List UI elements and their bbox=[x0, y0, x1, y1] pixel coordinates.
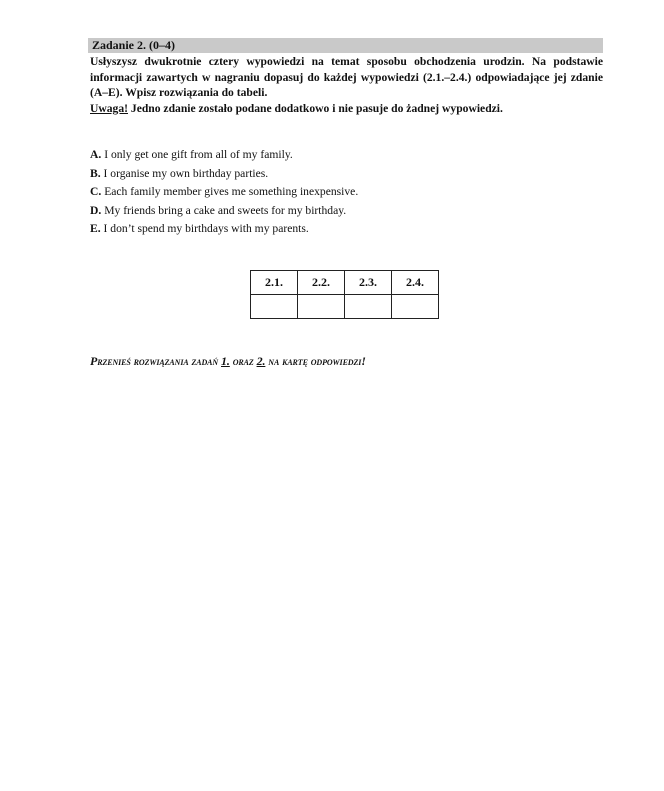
answer-header-2-3: 2.3. bbox=[345, 271, 392, 295]
option-e bbox=[90, 220, 590, 239]
transfer-note-part3: na kartę odpowiedzi! bbox=[265, 354, 366, 368]
warning-text: Jedno zdanie zostało podane dodatkowo i nie pasuje do żadnej wypowiedzi. bbox=[128, 101, 503, 115]
option-b bbox=[90, 165, 590, 184]
answer-cell-2-2[interactable] bbox=[298, 295, 345, 319]
option-text: I only get one gift from all of my family. bbox=[104, 148, 293, 161]
option-letter: C. bbox=[90, 185, 102, 198]
option-text: I organise my own birthday parties. bbox=[103, 166, 269, 180]
task-instructions bbox=[90, 54, 603, 116]
instructions-text: Usłyszysz dwukrotnie cztery wypowiedzi na temat sposobu obchodzenia urodzin. Na podstawie informacji zawartych w nagraniu dopasuj do każdej wypowiedzi (2.1.–2.4.) odpowiadające jej zdanie (A–E). Wpisz rozwiązania do tabeli. bbox=[90, 55, 603, 99]
option-text: Each family member gives me something inexpensive. bbox=[104, 185, 359, 198]
option-letter: E. bbox=[90, 222, 101, 235]
options-list bbox=[90, 146, 590, 239]
answer-cell-2-4[interactable] bbox=[392, 295, 439, 319]
answer-header-2-1: 2.1. bbox=[251, 271, 298, 295]
answer-header-2-2: 2.2. bbox=[298, 271, 345, 295]
transfer-note-part1: Przenieś rozwiązania zadań bbox=[90, 354, 221, 368]
transfer-note-task1: 1. bbox=[221, 354, 230, 368]
option-letter: A. bbox=[90, 148, 102, 161]
option-c bbox=[90, 183, 590, 202]
option-a bbox=[90, 146, 590, 165]
answer-table-header-row bbox=[251, 271, 439, 295]
option-letter: D. bbox=[90, 203, 102, 217]
option-text: I don’t spend my birthdays with my parents. bbox=[103, 222, 309, 235]
transfer-note bbox=[90, 354, 366, 369]
warning-label: Uwaga! bbox=[90, 101, 128, 115]
answer-header-2-4: 2.4. bbox=[392, 271, 439, 295]
answer-table-answer-row bbox=[251, 295, 439, 319]
answer-cell-2-1[interactable] bbox=[251, 295, 298, 319]
answer-table bbox=[250, 270, 439, 319]
transfer-note-part2: oraz bbox=[229, 354, 257, 368]
answer-cell-2-3[interactable] bbox=[345, 295, 392, 319]
transfer-note-task2: 2. bbox=[256, 354, 266, 368]
warning-line bbox=[90, 101, 603, 117]
option-text: My friends bring a cake and sweets for my birthday. bbox=[104, 203, 347, 217]
task-header: Zadanie 2. (0–4) bbox=[88, 38, 603, 53]
option-letter: B. bbox=[90, 166, 101, 180]
option-d bbox=[90, 202, 590, 221]
